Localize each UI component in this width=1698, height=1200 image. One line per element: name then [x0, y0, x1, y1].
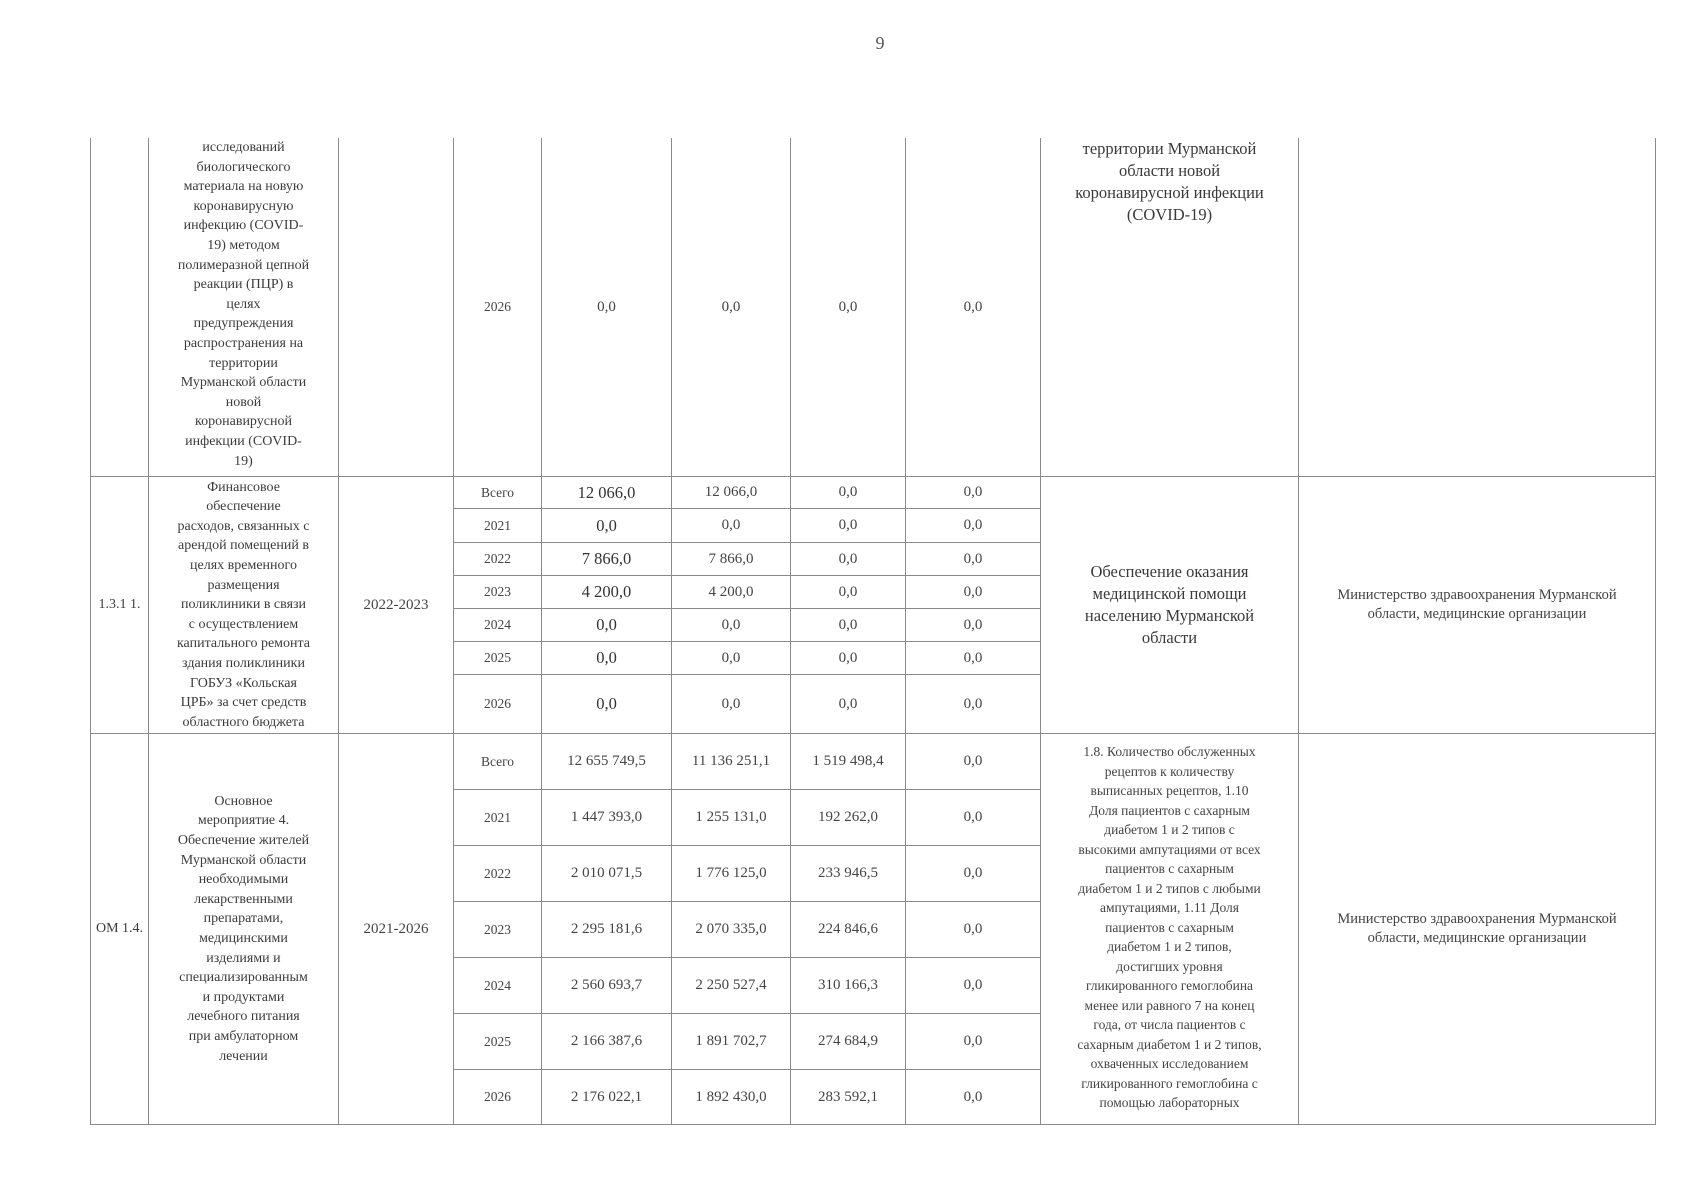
total-value: 0,0	[596, 515, 617, 535]
goal-text-line: года, от числа пациентов с	[1093, 1017, 1246, 1032]
federal-cell	[790, 508, 906, 543]
year-label: 2026	[484, 1089, 511, 1105]
year-cell	[453, 138, 542, 477]
goal-text	[1077, 742, 1261, 1113]
measure-name-line: инфекцию (COVID-	[183, 218, 304, 234]
goal-text-line: помощью лабораторных	[1099, 1095, 1240, 1110]
measure-name-line: необходимыми	[198, 872, 289, 888]
federal-value: 0,0	[838, 484, 858, 500]
measure-name-line: мероприятие 4.	[197, 813, 290, 829]
regional-cell	[671, 575, 791, 609]
total-cell	[541, 845, 672, 902]
year-cell	[453, 608, 542, 642]
measure-name	[177, 478, 310, 733]
federal-value: 0,0	[838, 517, 858, 533]
year-cell	[453, 789, 542, 846]
total-cell	[541, 957, 672, 1014]
measure-name-line: изделиями и	[206, 950, 281, 966]
measure-name-line: и продуктами	[202, 989, 285, 1005]
total-value: 2 295 181,6	[570, 921, 643, 937]
measure-name-line: препаратами,	[203, 911, 284, 927]
responsible-text-line: Министерство здравоохранения Мурманской	[1337, 587, 1617, 603]
regional-cell	[671, 508, 791, 543]
measure-name-cell	[148, 733, 339, 1125]
measure-name-line: арендой помещений в	[178, 538, 309, 554]
federal-value: 283 592,1	[818, 1088, 878, 1105]
other-value: 0,0	[963, 753, 983, 769]
regional-cell	[671, 608, 791, 642]
year-cell	[453, 674, 542, 734]
other-cell	[905, 641, 1041, 675]
federal-cell	[790, 845, 906, 902]
federal-value: 1 519 498,4	[812, 753, 884, 769]
regional-value: 1 892 430,0	[695, 1088, 767, 1105]
total-value: 4 200,0	[581, 582, 632, 601]
measure-name-line: инфекции (COVID-	[185, 433, 302, 449]
goal-text-line: пациентов с сахарным	[1105, 919, 1234, 935]
measure-name-line: реакции (ПЦР) в	[193, 277, 294, 293]
row-code: ОМ 1.4.	[95, 921, 144, 937]
row-code: 1.3.1 1.	[98, 597, 141, 613]
federal-cell	[790, 575, 906, 609]
year-label: 2025	[484, 1033, 511, 1049]
measure-name-line: при амбулаторном	[188, 1028, 299, 1044]
measure-name-line: областного бюджета	[182, 714, 305, 730]
federal-value: 0,0	[838, 649, 858, 666]
measure-name-line: капитального ремонта	[176, 636, 311, 652]
total-cell	[541, 575, 672, 609]
year-label: 2023	[484, 584, 511, 600]
total-value: 0,0	[597, 298, 616, 315]
responsible-text	[1337, 910, 1616, 948]
year-cell	[453, 575, 542, 609]
measure-name-line: 19) методом	[207, 237, 280, 253]
period: 2021-2026	[363, 920, 429, 937]
goal-cell	[1040, 138, 1299, 477]
measure-name-line: специализированным	[179, 970, 308, 986]
goal-text-line: территории Мурманской	[1082, 139, 1257, 158]
page-number: 9	[875, 33, 885, 53]
regional-value: 0,0	[721, 298, 741, 315]
goal-text-line: гликированного гемоглобина с	[1081, 1075, 1258, 1091]
federal-cell	[790, 608, 906, 642]
federal-value: 0,0	[838, 550, 858, 567]
row-code-cell	[90, 476, 149, 734]
goal-text-line: Обеспечение оказания	[1090, 562, 1249, 581]
measure-name-line: здания поликлиники	[182, 655, 305, 671]
other-value: 0,0	[963, 865, 983, 881]
measure-name-line: 19)	[234, 453, 253, 469]
measure-name-line: ЦРБ» за счет средств	[180, 695, 307, 711]
other-value: 0,0	[963, 1088, 983, 1105]
year-cell	[453, 476, 542, 509]
measure-name-line: лекарственными	[194, 891, 293, 907]
federal-cell	[790, 476, 906, 509]
measure-name-line: биологического	[196, 159, 291, 175]
regional-cell	[671, 1013, 791, 1070]
goal-text	[1085, 561, 1254, 649]
year-label: 2022	[484, 551, 511, 567]
goal-text-line: сахарным диабетом 1 и 2 типов,	[1077, 1036, 1262, 1052]
federal-value: 0,0	[838, 616, 858, 633]
other-cell	[905, 542, 1041, 576]
regional-value: 4 200,0	[708, 583, 754, 600]
other-value: 0,0	[963, 583, 983, 600]
goal-text-line: выписанных рецептов, 1.10	[1090, 783, 1249, 798]
goal-cell	[1040, 733, 1299, 1125]
measure-name-line: поликлиники в связи	[180, 597, 307, 613]
other-cell	[905, 608, 1041, 642]
measure-name-line: исследований	[202, 140, 285, 155]
other-cell	[905, 476, 1041, 509]
other-value: 0,0	[963, 649, 983, 666]
regional-cell	[671, 542, 791, 576]
federal-value: 0,0	[838, 583, 858, 600]
other-cell	[905, 957, 1041, 1014]
regional-value: 1 255 131,0	[695, 809, 767, 825]
year-cell	[453, 901, 542, 958]
other-cell	[905, 733, 1041, 790]
federal-cell	[790, 957, 906, 1014]
goal-text-line: рецептов к количеству	[1104, 763, 1235, 779]
goal-text-line: области новой	[1118, 161, 1221, 180]
regional-value: 2 250 527,4	[695, 977, 767, 993]
measure-name-line: размещения	[207, 577, 280, 593]
total-value: 12 655 749,5	[567, 753, 646, 769]
total-value: 12 066,0	[577, 482, 636, 502]
measure-name-line: Основное	[214, 793, 273, 809]
measure-name-line: территории	[209, 355, 278, 371]
goal-text-line: пациентов с сахарным	[1105, 861, 1234, 876]
year-label: 2026	[484, 696, 511, 712]
goal-text-line: достигших уровня	[1116, 958, 1223, 974]
goal-text-line: населению Мурманской	[1084, 606, 1255, 625]
total-cell	[541, 1069, 672, 1125]
period-cell	[338, 138, 454, 477]
total-cell	[541, 508, 672, 543]
total-value: 2 166 387,6	[570, 1033, 643, 1049]
measure-name-line: Финансовое	[207, 479, 280, 495]
measure-name-line: Мурманской области	[180, 375, 307, 391]
goal-text-line: коронавирусной инфекции	[1075, 183, 1264, 202]
regional-cell	[671, 733, 791, 790]
other-value: 0,0	[963, 809, 983, 825]
other-value: 0,0	[963, 921, 983, 937]
goal-text-line: менее или равного 7 на конец	[1084, 997, 1255, 1013]
measure-name-line: Мурманской области	[180, 852, 307, 868]
year-label: 2023	[484, 921, 511, 937]
measure-name-line: полимеразной цепной	[177, 257, 310, 273]
federal-cell	[790, 733, 906, 790]
measure-name-line: ГОБУЗ «Кольская	[190, 675, 297, 691]
year-cell	[453, 1013, 542, 1070]
row-code-cell	[90, 138, 149, 477]
other-cell	[905, 508, 1041, 543]
row-code-cell	[90, 733, 149, 1125]
year-cell	[453, 845, 542, 902]
regional-value: 0,0	[721, 517, 741, 533]
federal-value: 233 946,5	[818, 865, 878, 881]
regional-cell	[671, 138, 791, 477]
goal-text	[1075, 138, 1264, 226]
measure-name-line: целях временного	[190, 558, 297, 574]
federal-value: 224 846,6	[818, 921, 878, 937]
measure-name	[178, 792, 309, 1066]
other-cell	[905, 789, 1041, 846]
total-cell	[541, 1013, 672, 1070]
regional-value: 11 136 251,1	[691, 753, 771, 769]
goal-text-line: диабетом 1 и 2 типов,	[1107, 939, 1232, 954]
year-cell	[453, 508, 542, 543]
measure-name-line: материала на новую	[183, 179, 304, 195]
year-cell	[453, 1069, 542, 1125]
goal-text-line: ампутациями, 1.11 Доля	[1100, 900, 1239, 915]
total-cell	[541, 476, 672, 509]
other-value: 0,0	[963, 977, 983, 993]
year-label: 2021	[484, 517, 511, 533]
other-value: 0,0	[963, 1033, 983, 1049]
goal-text-line: диабетом 1 и 2 типов с	[1104, 822, 1235, 837]
other-cell	[905, 1069, 1041, 1125]
measure-name-line: Обеспечение жителей	[177, 833, 310, 849]
federal-value: 0,0	[838, 695, 858, 712]
regional-value: 0,0	[721, 616, 741, 633]
federal-cell	[790, 1069, 906, 1125]
federal-value: 0,0	[838, 298, 858, 315]
regional-value: 1 891 702,7	[695, 1033, 767, 1049]
total-cell	[541, 901, 672, 958]
federal-value: 192 262,0	[818, 809, 878, 825]
measure-name-cell	[148, 138, 339, 477]
measure-name	[178, 138, 309, 471]
year-label: 2024	[484, 977, 511, 993]
other-value: 0,0	[963, 616, 983, 633]
year-cell	[453, 733, 542, 790]
responsible-text-line: области, медицинские организации	[1367, 930, 1587, 946]
year-label: Всего	[480, 484, 515, 500]
goal-text-line: диабетом 1 и 2 типов с любыми	[1078, 880, 1261, 896]
goal-text-line: гликированного гемоглобина	[1085, 978, 1254, 993]
period-cell	[338, 733, 454, 1125]
total-cell	[541, 641, 672, 675]
other-cell	[905, 1013, 1041, 1070]
total-value: 7 866,0	[581, 549, 632, 568]
year-cell	[453, 641, 542, 675]
total-value: 2 560 693,7	[570, 977, 643, 993]
other-value: 0,0	[963, 695, 983, 712]
measure-name-line: коронавирусную	[193, 198, 294, 214]
regional-cell	[671, 845, 791, 902]
total-cell	[541, 733, 672, 790]
total-value: 0,0	[596, 694, 617, 713]
regional-value: 7 866,0	[708, 550, 754, 567]
other-value: 0,0	[963, 484, 983, 500]
other-cell	[905, 845, 1041, 902]
measure-name-line: коронавирусной	[195, 414, 292, 430]
responsible-cell	[1298, 138, 1656, 477]
measure-name-line: расходов, связанных с	[177, 518, 310, 534]
year-label: 2024	[484, 617, 511, 633]
responsible-text	[1337, 586, 1616, 624]
measure-name-line: распространения на	[183, 335, 304, 351]
measure-name-line: медицинскими	[199, 931, 288, 946]
period: 2022-2023	[363, 596, 429, 613]
total-cell	[541, 674, 672, 734]
federal-cell	[790, 542, 906, 576]
other-value: 0,0	[963, 550, 983, 567]
regional-value: 0,0	[721, 695, 741, 712]
other-cell	[905, 901, 1041, 958]
goal-text-line: (COVID-19)	[1126, 205, 1213, 224]
regional-cell	[671, 674, 791, 734]
federal-cell	[790, 789, 906, 846]
other-cell	[905, 138, 1041, 477]
regional-cell	[671, 789, 791, 846]
measure-name-line: с осуществлением	[188, 616, 299, 632]
period-cell	[338, 476, 454, 734]
total-value: 1 447 393,0	[570, 809, 643, 825]
regional-value: 2 070 335,0	[695, 921, 767, 937]
total-value: 0,0	[596, 615, 617, 634]
responsible-text-line: области, медицинские организации	[1367, 606, 1587, 622]
measure-name-cell	[148, 476, 339, 734]
other-cell	[905, 575, 1041, 609]
total-cell	[541, 138, 672, 477]
federal-cell	[790, 138, 906, 477]
goal-text-line: медицинской помощи	[1092, 584, 1247, 603]
measure-name-line: целях	[226, 296, 261, 312]
year-cell	[453, 957, 542, 1014]
federal-value: 274 684,9	[818, 1033, 878, 1049]
year-label: Всего	[480, 753, 515, 769]
goal-text-line: Доля пациентов с сахарным	[1089, 802, 1250, 818]
regional-cell	[671, 476, 791, 509]
goal-cell	[1040, 476, 1299, 734]
regional-value: 0,0	[721, 649, 741, 666]
goal-text-line: 1.8. Количество обслуженных	[1083, 744, 1256, 759]
regional-cell	[671, 901, 791, 958]
goal-text-line: области	[1141, 628, 1198, 647]
total-value: 2 010 071,5	[570, 865, 643, 881]
total-cell	[541, 608, 672, 642]
measure-name-line: лечебного питания	[187, 1009, 300, 1025]
federal-cell	[790, 674, 906, 734]
total-value: 2 176 022,1	[570, 1088, 643, 1105]
regional-cell	[671, 1069, 791, 1125]
year-label: 2026	[484, 299, 511, 315]
total-cell	[541, 542, 672, 576]
responsible-cell	[1298, 733, 1656, 1125]
year-cell	[453, 542, 542, 576]
responsible-cell	[1298, 476, 1656, 734]
year-label: 2021	[484, 809, 511, 825]
measure-name-line: лечении	[219, 1048, 268, 1064]
total-value: 0,0	[596, 648, 617, 667]
goal-text-line: охваченных исследованием	[1090, 1056, 1249, 1071]
year-label: 2025	[484, 650, 511, 666]
other-cell	[905, 674, 1041, 734]
other-value: 0,0	[963, 298, 983, 315]
measure-name-line: предупреждения	[193, 316, 294, 332]
regional-cell	[671, 957, 791, 1014]
regional-cell	[671, 641, 791, 675]
goal-text-line: высокими ампутациями от всех	[1078, 841, 1261, 857]
responsible-text-line: Министерство здравоохранения Мурманской	[1337, 911, 1617, 927]
regional-value: 1 776 125,0	[695, 865, 767, 881]
other-value: 0,0	[963, 517, 983, 533]
measure-name-line: обеспечение	[206, 499, 281, 515]
federal-value: 310 166,3	[818, 977, 878, 993]
federal-cell	[790, 641, 906, 675]
total-cell	[541, 789, 672, 846]
federal-cell	[790, 1013, 906, 1070]
measure-name-line: новой	[225, 394, 262, 410]
federal-cell	[790, 901, 906, 958]
regional-value: 12 066,0	[704, 484, 758, 500]
year-label: 2022	[484, 865, 511, 881]
